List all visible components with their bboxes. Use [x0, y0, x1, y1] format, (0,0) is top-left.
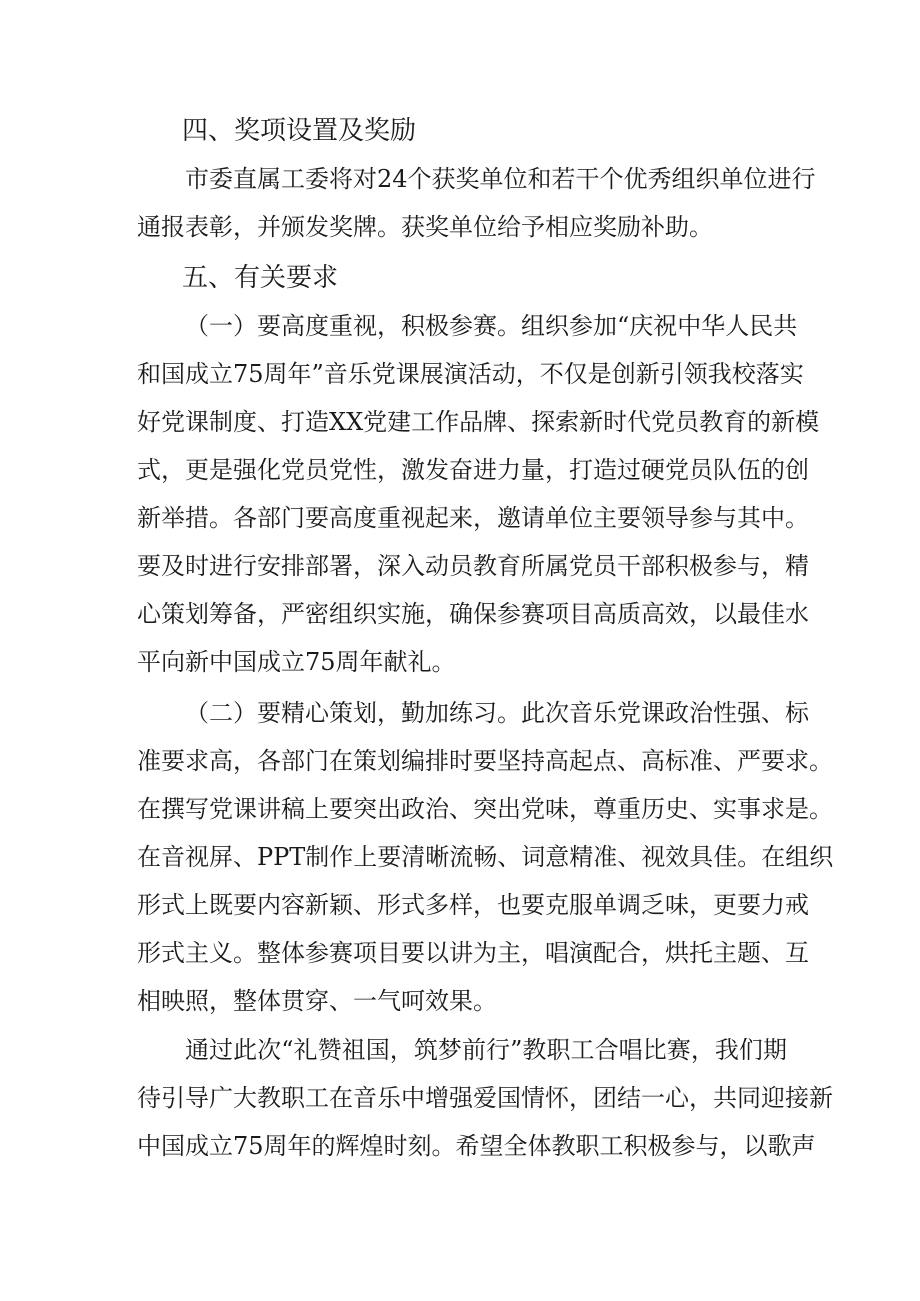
- paragraph-line: 在撰写党课讲稿上要突出政治、突出党味，尊重历史、实事求是。: [137, 795, 833, 823]
- paragraph-line: 通报表彰，并颁发奖牌。获奖单位给予相应奖励补助。: [137, 213, 713, 241]
- paragraph-line: （二）要精心策划，勤加练习。此次音乐党课政治性强、标: [185, 699, 809, 727]
- paragraph-line: 形式主义。整体参赛项目要以讲为主，唱演配合，烘托主题、互: [137, 939, 809, 967]
- paragraph-line: 市委直属工委将对24个获奖单位和若干个优秀组织单位进行: [185, 165, 816, 193]
- paragraph-line: 形式上既要内容新颖、形式多样，也要克服单调乏味，更要力戒: [137, 891, 809, 919]
- paragraph-line: 相映照，整体贯穿、一气呵效果。: [137, 987, 497, 1015]
- requirement-paragraph-one: [137, 302, 820, 686]
- section-five-heading: 五、有关要求: [182, 263, 339, 293]
- requirement-paragraph-two: [137, 689, 834, 1025]
- paragraph-line: 通过此次“礼赞祖国，筑梦前行”教职工合唱比赛，我们期: [185, 1036, 787, 1064]
- paragraph-line: 要及时进行安排部署，深入动员教育所属党员干部积极参与，精: [137, 552, 809, 580]
- closing-paragraph: [137, 1026, 833, 1170]
- paragraph-line: （一）要高度重视，积极参赛。组织参加“庆祝中华人民共: [185, 312, 798, 340]
- paragraph-line: 和国成立75周年”音乐党课展演活动，不仅是创新引领我校落实: [137, 360, 804, 388]
- paragraph-line: 准要求高，各部门在策划编排时要坚持高起点、高标准、严要求。: [137, 747, 833, 775]
- paragraph-line: 在音视屏、PPT制作上要清晰流畅、词意精准、视效具佳。在组织: [137, 843, 834, 871]
- paragraph-line: 好党课制度、打造XX党建工作品牌、探索新时代党员教育的新模: [137, 408, 820, 436]
- paragraph-line: 平向新中国成立75周年献礼。: [137, 648, 456, 676]
- section-four-paragraph: [137, 155, 816, 251]
- paragraph-line: 心策划筹备，严密组织实施，确保参赛项目高质高效，以最佳水: [137, 600, 809, 628]
- paragraph-line: 待引导广大教职工在音乐中增强爱国情怀，团结一心，共同迎接新: [137, 1084, 833, 1112]
- paragraph-line: 新举措。各部门要高度重视起来，邀请单位主要领导参与其中。: [137, 504, 809, 532]
- section-four-heading: 四、奖项设置及奖励: [182, 116, 417, 146]
- paragraph-line: 式，更是强化党员党性，激发奋进力量，打造过硬党员队伍的创: [137, 456, 809, 484]
- paragraph-line: 中国成立75周年的辉煌时刻。希望全体教职工积极参与，以歌声: [137, 1132, 816, 1160]
